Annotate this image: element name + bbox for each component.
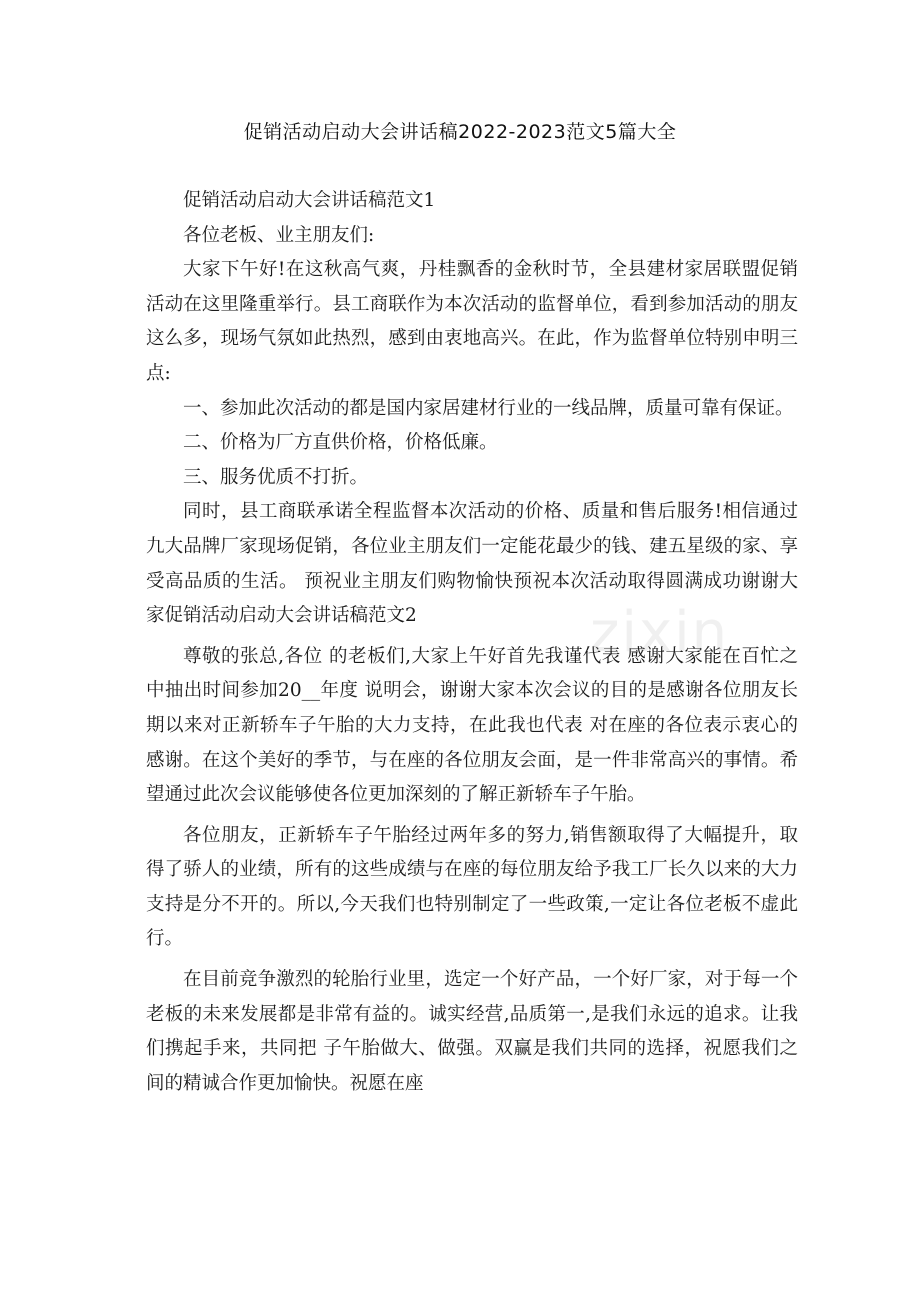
paragraph: 三、服务优质不打折。 [183,466,369,488]
paragraph: 在目前竞争激烈的轮胎行业里，选定一个好产品，一个好厂家，对于每一个老板的未来发展都是非常有益的。诚实经营,品质第一,是我们永远的追求。让我们携起手来，共同把 子午胎做大、做强。双赢是我们共同的选择，祝愿我们之间的精诚合作更加愉快。祝愿在座 [146,969,798,1094]
document-body [146,184,798,1101]
paragraph: 大家下午好!在这秋高气爽，丹桂飘香的金秋时节，全县建材家居联盟促销活动在这里隆重举行。县工商联作为本次活动的监督单位，看到参加活动的朋友这么多，现场气氛如此热烈，感到由衷地高兴。在此，作为监督单位特别申明三点: [146,259,798,384]
paragraph: 一、参加此次活动的都是国内家居建材行业的一线品牌，质量可靠有保证。 [183,397,794,419]
watermark: zixin [590,600,730,665]
paragraph: 各位朋友，正新轿车子午胎经过两年多的努力,销售额取得了大幅提升，取得了骄人的业绩，所有的这些成绩与在座的每位朋友给予我工厂长久以来的大力支持是分不开的。所以,今天我们也特别制定了一些政策,一定让各位老板不虚此行。 [146,824,798,950]
document-title: 促销活动启动大会讲话稿2022-2023范文5篇大全 [243,121,677,143]
section-heading: 促销活动启动大会讲话稿范文1 [183,190,436,211]
paragraph: 二、价格为厂方直供价格，价格低廉。 [183,432,498,454]
paragraph: 尊敬的张总,各位 的老板们,大家上午好首先我谨代表 感谢大家能在百忙之中抽出时间参加20__年度 说明会，谢谢大家本次会议的目的是感谢各位朋友长期以来对正新轿车子午胎的大力支持，在此我也代表 对在座的各位表示衷心的感谢。在这个美好的季节，与在座的各位朋友会面，是一件非常高兴的事情。希望通过此次会议能够使各位更加深刻的了解正新轿车子午胎。 [146,645,798,806]
salutation: 各位老板、业主朋友们: [183,224,375,246]
paragraph: 同时，县工商联承诺全程监督本次活动的价格、质量和售后服务!相信通过九大品牌厂家现场促销，各位业主朋友们一定能花最少的钱、建五星级的家、享受高品质的生活。 预祝业主朋友们购物愉快预祝本次活动取得圆满成功谢谢大家促销活动启动大会讲话稿范文2 [146,501,798,627]
